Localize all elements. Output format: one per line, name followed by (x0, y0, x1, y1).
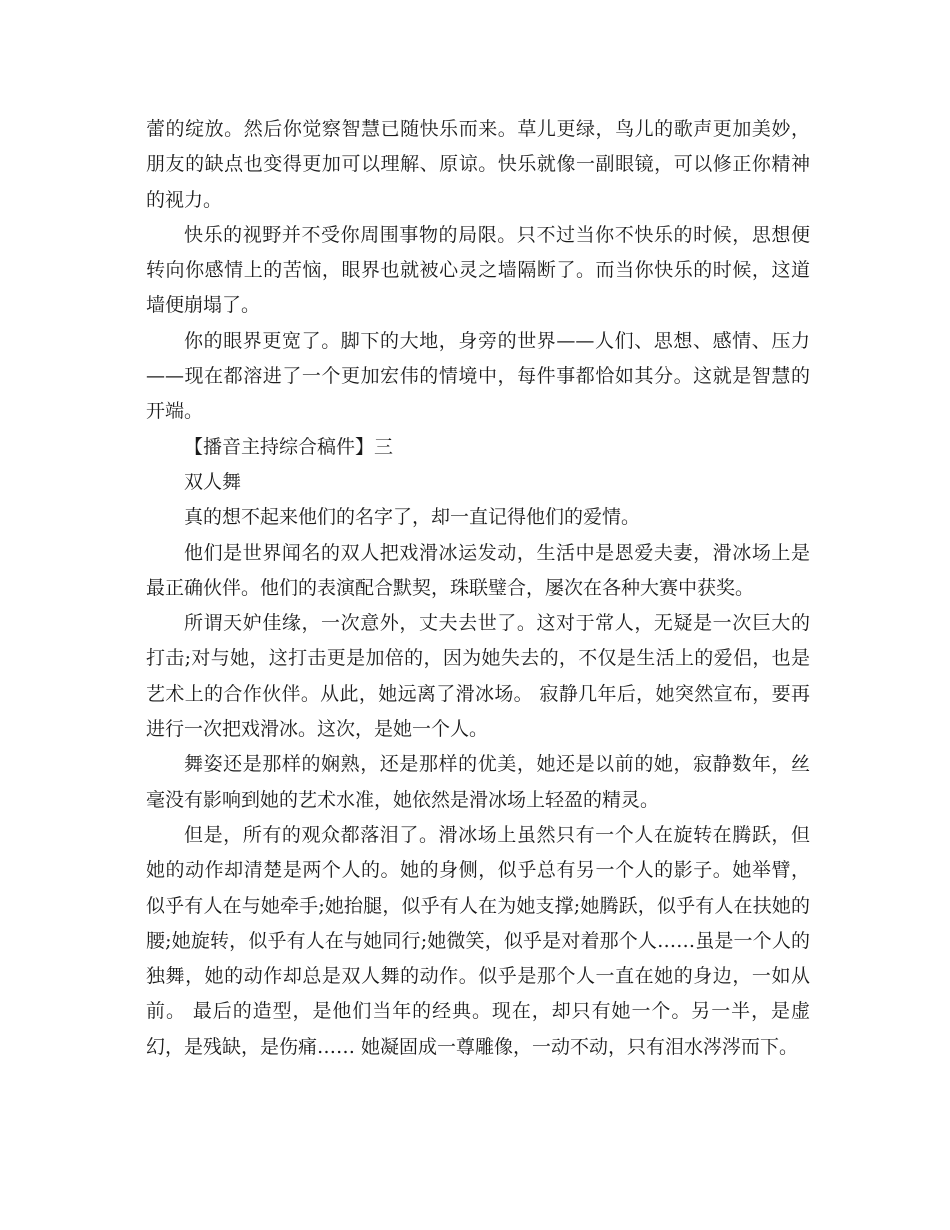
paragraph-10: 但是，所有的观众都落泪了。滑冰场上虽然只有一个人在旋转在腾跃，但她的动作却清楚是两个人的。她的身侧，似乎总有另一个人的影子。她举臂，似乎有人在与她牵手;她抬腿，似乎有人在为她支撑;她腾跃，似乎有人在扶她的腰;她旋转，似乎有人在与她同行;她微笑，似乎是对着那个人……虽是一个人的独舞，她的动作却总是双人舞的动作。似乎是那个人一直在她的身边，一如从前。 最后的造型，是他们当年的经典。现在，却只有她一个。另一半，是虚幻，是残缺，是伤痛…… 她凝固成一尊雕像，一动不动，只有泪水涔涔而下。 (146, 823, 810, 1058)
section-heading: 【播音主持综合稿件】三 (184, 435, 394, 458)
paragraph-8: 所谓天妒佳缘，一次意外，丈夫去世了。这对于常人，无疑是一次巨大的打击;对与她，这打击更是加倍的，因为她失去的，不仅是生活上的爱侣，也是艺术上的合作伙伴。从此，她远离了滑冰场。 寂静几年后，她突然宣布，要再进行一次把戏滑冰。这次，是她一个人。 (146, 612, 810, 741)
article-title: 双人舞 (184, 470, 242, 493)
paragraph-2: 快乐的视野并不受你周围事物的局限。只不过当你不快乐的时候，思想便转向你感情上的苦恼，眼界也就被心灵之墙隔断了。而当你快乐的时候，这道墙便崩塌了。 (146, 223, 810, 317)
document-page (146, 112, 810, 1065)
paragraph-9: 舞姿还是那样的娴熟，还是那样的优美，她还是以前的她，寂静数年，丝毫没有影响到她的艺术水准，她依然是滑冰场上轻盈的精灵。 (146, 753, 810, 811)
paragraph-6: 真的想不起来他们的名字了，却一直记得他们的爱情。 (184, 506, 641, 529)
paragraph-1: 蕾的绽放。然后你觉察智慧已随快乐而来。草儿更绿，鸟儿的歌声更加美妙，朋友的缺点也变得更加可以理解、原谅。快乐就像一副眼镜，可以修正你精神的视力。 (146, 118, 810, 211)
paragraph-7: 他们是世界闻名的双人把戏滑冰运发动，生活中是恩爱夫妻，滑冰场上是最正确伙伴。他们的表演配合默契，珠联璧合，屡次在各种大赛中获奖。 (146, 541, 810, 599)
paragraph-3: 你的眼界更宽了。脚下的大地，身旁的世界——人们、思想、感情、压力——现在都溶进了一个更加宏伟的情境中，每件事都恰如其分。这就是智慧的开端。 (146, 329, 810, 423)
